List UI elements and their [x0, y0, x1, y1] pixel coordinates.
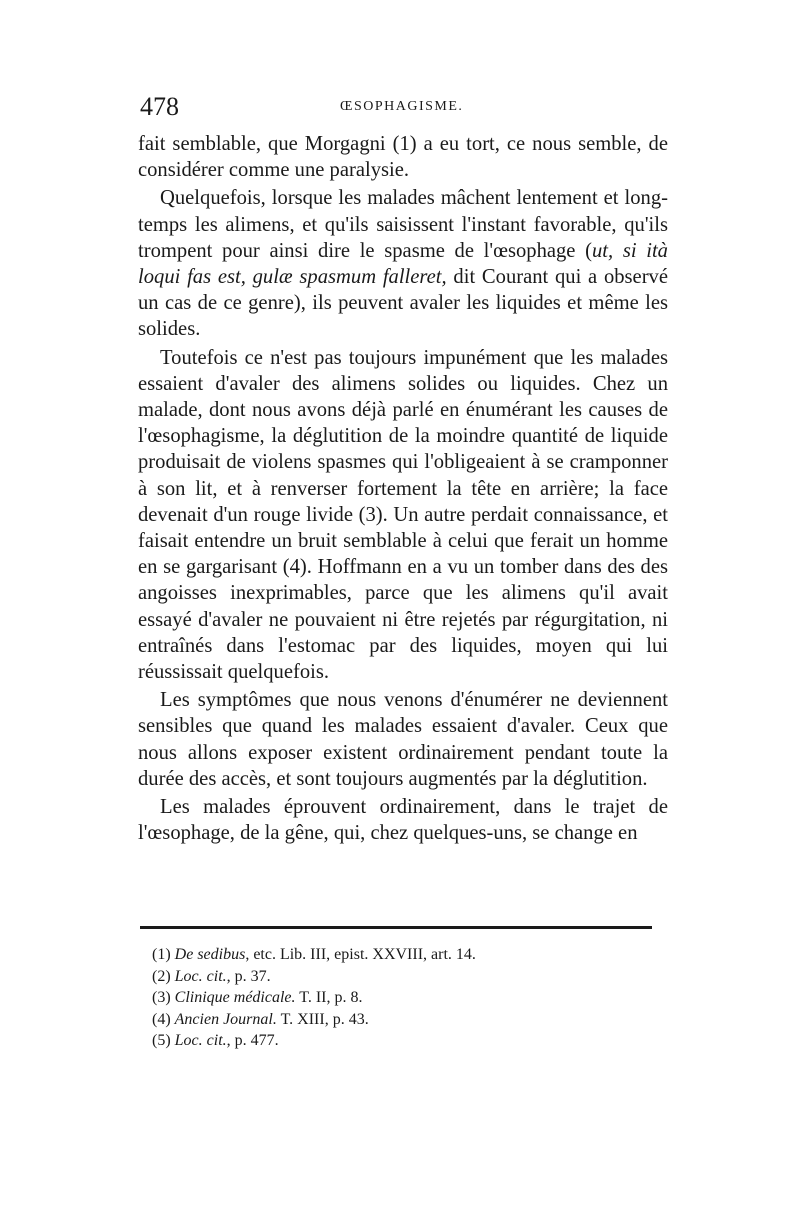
footnote-title: Ancien Journal. — [174, 1010, 277, 1028]
paragraph-continuation: fait semblable, que Morgagni (1) a eu tort, ce nous semble, de considérer comme une paralysie. — [138, 133, 668, 182]
paragraph-symptomes: Les symptômes que nous venons d'énumérer ne deviennent sensibles que quand les malades essaient d'avaler. Ceux que nous allons exposer existent ordinairement pendant toute la durée des accès, et sont toujours augmentés par la déglutition. — [138, 689, 668, 790]
footnotes — [152, 944, 632, 1052]
paragraph-toutefois: Toutefois ce n'est pas toujours impunément que les malades essaient d'avaler des alimens solides ou liquides. Chez un malade, dont nous avons déjà parlé en énumérant les causes de l'œsophagisme, la déglutition de la moindre quantité de liquide produisait de violens spasmes qui l'obligeaient à se cramponner à son lit, et à renverser fortement la tête en arrière; la face devenait d'un rouge livide (3). Un autre perdait connaissance, et faisait entendre un bruit semblable à celui que ferait un homme en se gargarisant (4). Hoffmann en a vu un tomber dans des des angoisses inexprimables, parce que les alimens qu'il avait essayé d'avaler ne pouvaient ni être rejetés par régurgitation, ni entraînés dans l'estomac par des liquides, moyen qui lui réussissait quelquefois. — [138, 346, 668, 684]
page-header — [140, 92, 670, 122]
footnote-mark: (2) — [152, 967, 171, 985]
footnote-title: De sedibus — [174, 946, 246, 963]
footnote-mark: (3) — [152, 989, 171, 1006]
paragraph-text: Quelquefois, lorsque les malades mâchent lentement et long-temps les alimens, et qu'ils saisissent l'instant favorable, qu'ils trompent pour ainsi dire le spasme de l'œsophage ( — [138, 187, 668, 262]
footnote-5 — [152, 1030, 632, 1052]
footnote-mark: (4) — [152, 1010, 171, 1028]
latin-quotation: ut, si ità loqui fas est, gulæ spasmum falleret, — [138, 239, 668, 289]
footnote-mark: (1) — [152, 946, 171, 963]
footnote-2 — [152, 966, 632, 988]
paragraph-malades: Les malades éprouvent ordinairement, dans le trajet de l'œsophage, de la gêne, qui, chez quelques-uns, se change en — [138, 796, 668, 845]
footnote-reference: T. II, p. 8. — [295, 989, 363, 1006]
footnote-title: Loc. cit. — [174, 1032, 227, 1049]
page-number: 478 — [140, 92, 179, 121]
footnote-mark: (5) — [152, 1032, 171, 1049]
footnote-reference: , p. 37. — [226, 967, 271, 985]
footnote-reference: , p. 477. — [226, 1032, 279, 1049]
body-text — [138, 131, 668, 846]
footnote-3 — [152, 987, 632, 1009]
footnote-reference: T. XIII, p. 43. — [276, 1010, 369, 1028]
paragraph-quelquefois — [138, 185, 668, 342]
footnote-4 — [152, 1009, 632, 1031]
paragraph-text: dit Courant qui a observé un cas de ce genre), ils peuvent avaler les liquides et même les solides. — [138, 266, 668, 341]
footnote-title: Clinique médicale. — [174, 989, 296, 1006]
footnote-1 — [152, 944, 632, 966]
footnote-title: Loc. cit. — [174, 967, 227, 985]
footnote-divider — [140, 926, 652, 929]
running-head: ŒSOPHAGISME. — [340, 99, 464, 114]
footnote-reference: , etc. Lib. III, epist. XXVIII, art. 14. — [245, 946, 476, 963]
